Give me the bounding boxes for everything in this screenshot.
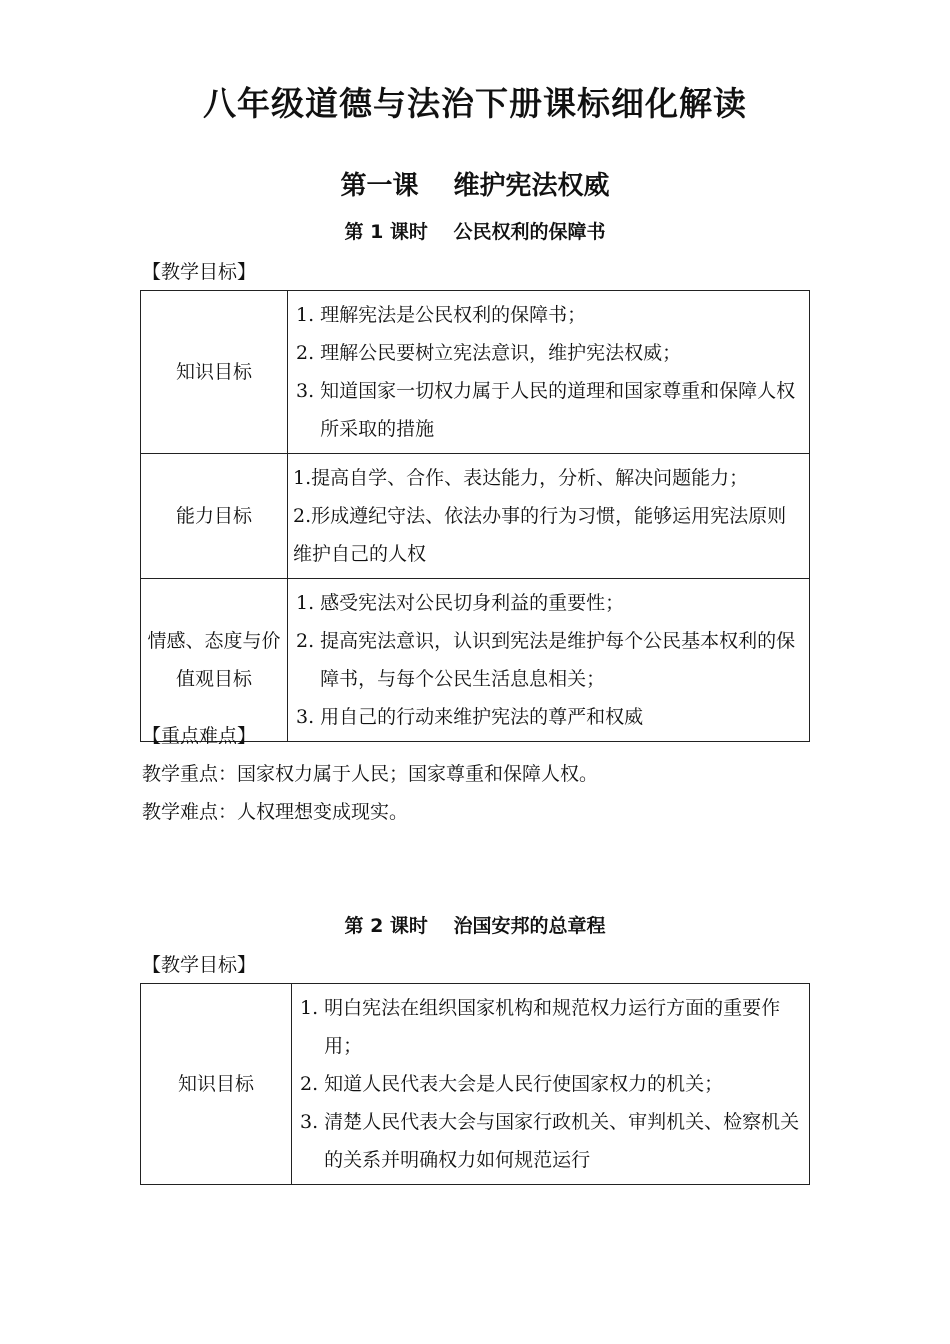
goal-item bbox=[296, 334, 801, 372]
item-number: 1. bbox=[296, 304, 321, 326]
goal-items bbox=[292, 984, 810, 1185]
goal-item bbox=[296, 296, 801, 334]
item-number: 2. bbox=[296, 342, 321, 364]
item-number: 1. bbox=[296, 592, 321, 614]
item-text: 提高自学、合作、表达能力，分析、解决问题能力； bbox=[311, 467, 749, 489]
goal-item bbox=[293, 497, 801, 573]
table-row bbox=[141, 291, 810, 454]
table-row bbox=[141, 984, 810, 1185]
goal-item bbox=[300, 989, 801, 1065]
item-number: 3. bbox=[296, 380, 321, 402]
key-point: 教学重点：国家权力属于人民；国家尊重和保障人权。 bbox=[142, 763, 599, 785]
item-text: 清楚人民代表大会与国家行政机关、审判机关、检察机关的关系并明确权力如何规范运行 bbox=[324, 1111, 800, 1171]
item-text: 理解宪法是公民权利的保障书； bbox=[320, 304, 587, 326]
period-1-key-label: 【重点难点】 bbox=[142, 725, 257, 747]
item-number: 2. bbox=[300, 1073, 325, 1095]
period-2-title: 第 2 课时 治国安邦的总章程 bbox=[344, 915, 606, 937]
item-text: 理解公民要树立宪法意识，维护宪法权威； bbox=[320, 342, 682, 364]
goal-items bbox=[288, 454, 810, 579]
item-number: 3. bbox=[296, 706, 321, 728]
difficulty: 教学难点：人权理想变成现实。 bbox=[142, 801, 409, 823]
goal-items bbox=[288, 579, 810, 742]
goal-item bbox=[293, 459, 801, 497]
item-number: 1. bbox=[293, 467, 312, 489]
item-number: 3. bbox=[300, 1111, 325, 1133]
goal-category: 能力目标 bbox=[141, 454, 288, 579]
goal-category: 知识目标 bbox=[141, 984, 292, 1185]
item-text: 形成遵纪守法、依法办事的行为习惯，能够运用宪法原则维护自己的人权 bbox=[293, 505, 787, 565]
item-text: 用自己的行动来维护宪法的尊严和权威 bbox=[320, 706, 644, 728]
item-number: 1. bbox=[300, 997, 325, 1019]
period-2-goals-label: 【教学目标】 bbox=[142, 954, 257, 976]
document-title: 八年级道德与法治下册课标细化解读 bbox=[203, 84, 747, 123]
goal-item bbox=[296, 622, 801, 698]
goal-item bbox=[300, 1103, 801, 1179]
table-row bbox=[141, 579, 810, 742]
item-text: 知道国家一切权力属于人民的道理和国家尊重和保障人权所采取的措施 bbox=[320, 380, 796, 440]
goal-category: 情感、态度与价值观目标 bbox=[141, 579, 288, 742]
lesson-title: 第一课 维护宪法权威 bbox=[340, 171, 610, 201]
item-text: 知道人民代表大会是人民行使国家权力的机关； bbox=[324, 1073, 724, 1095]
goal-item bbox=[296, 698, 801, 736]
item-text: 提高宪法意识，认识到宪法是维护每个公民基本权利的保障书，与每个公民生活息息相关； bbox=[320, 630, 796, 690]
goal-items bbox=[288, 291, 810, 454]
item-number: 2. bbox=[293, 505, 312, 527]
item-number: 2. bbox=[296, 630, 321, 652]
table-row bbox=[141, 454, 810, 579]
goal-category: 知识目标 bbox=[141, 291, 288, 454]
goal-item bbox=[300, 1065, 801, 1103]
goal-item bbox=[296, 372, 801, 448]
period-2-goals-table bbox=[140, 983, 810, 1185]
period-1-title: 第 1 课时 公民权利的保障书 bbox=[344, 221, 606, 243]
item-text: 明白宪法在组织国家机构和规范权力运行方面的重要作用； bbox=[324, 997, 781, 1057]
period-1-goals-label: 【教学目标】 bbox=[142, 261, 257, 283]
item-text: 感受宪法对公民切身利益的重要性； bbox=[320, 592, 625, 614]
goal-item bbox=[296, 584, 801, 622]
period-1-goals-table bbox=[140, 290, 810, 742]
